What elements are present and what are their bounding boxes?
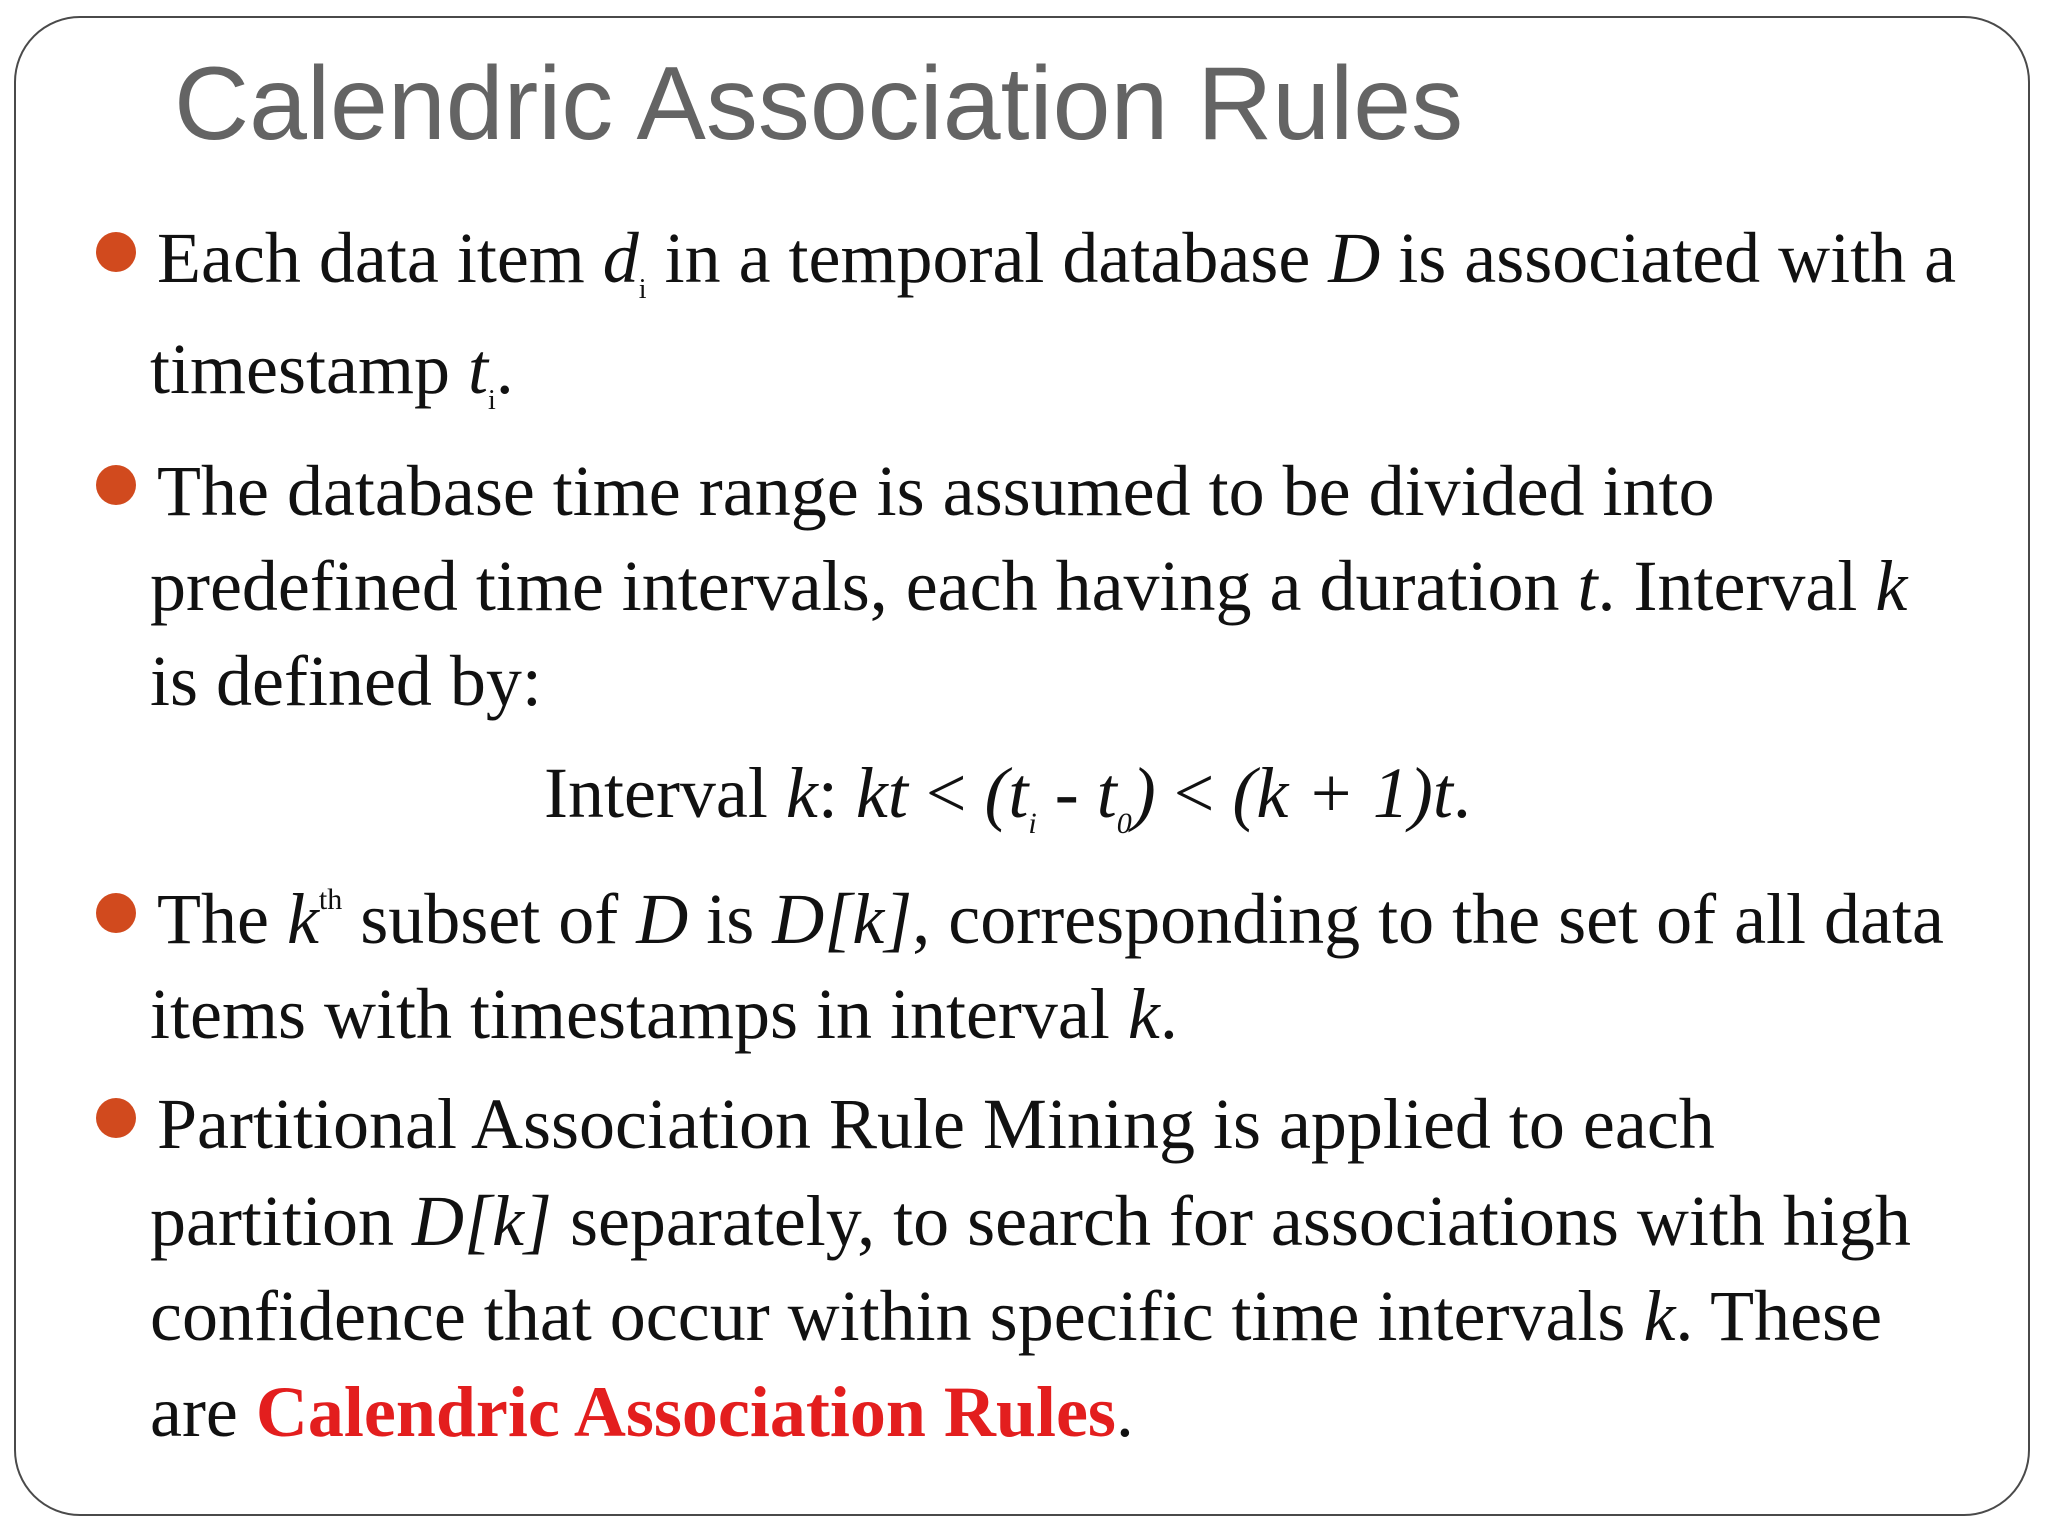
variable-k: k bbox=[286, 879, 319, 959]
formula-label: Interval bbox=[544, 753, 786, 833]
text-segment: subset of bbox=[342, 879, 637, 959]
superscript-th: th bbox=[318, 883, 343, 916]
bullet-4-line-1 bbox=[157, 1084, 1715, 1164]
variable-k: k bbox=[1127, 974, 1160, 1054]
bullet-2-line-3 bbox=[150, 641, 542, 721]
highlighted-term: Calendric Association Rules bbox=[255, 1372, 1116, 1452]
text-segment: The database time range is assumed to be divided into bbox=[157, 451, 1715, 531]
subscript-i: i bbox=[638, 274, 647, 305]
subscript-0: 0 bbox=[1116, 807, 1132, 840]
interval-formula bbox=[544, 753, 1471, 840]
formula-colon: : bbox=[817, 753, 856, 833]
text-segment: The bbox=[157, 879, 287, 959]
variable-t: t bbox=[467, 329, 488, 409]
bullet-marker bbox=[96, 465, 136, 505]
variable-D: D bbox=[1328, 218, 1381, 298]
bullet-2-line-2 bbox=[150, 546, 1908, 626]
text-segment: partition bbox=[150, 1181, 412, 1261]
variable-Dk: D[k] bbox=[772, 879, 913, 959]
variable-k: k bbox=[1875, 546, 1908, 626]
bullet-marker bbox=[96, 1098, 136, 1138]
text-segment: predefined time intervals, each having a duration bbox=[150, 546, 1578, 626]
formula-minus: - t bbox=[1036, 753, 1117, 833]
variable-k: k bbox=[1643, 1276, 1676, 1356]
bullet-4-line-4 bbox=[150, 1372, 1134, 1452]
variable-Dk: D[k] bbox=[411, 1181, 552, 1261]
text-segment: . These bbox=[1675, 1276, 1883, 1356]
text-segment: . Interval bbox=[1597, 546, 1876, 626]
text-segment: is bbox=[688, 879, 773, 959]
text-segment: timestamp bbox=[150, 329, 468, 409]
text-segment: are bbox=[150, 1372, 256, 1452]
bullet-4-line-2 bbox=[150, 1181, 1911, 1261]
text-segment: . bbox=[1115, 1372, 1134, 1452]
text-segment: confidence that occur within specific time intervals bbox=[150, 1276, 1644, 1356]
text-segment: Partitional Association Rule Mining is applied to each bbox=[157, 1084, 1715, 1164]
text-segment: Each data item bbox=[157, 218, 603, 298]
text-segment: . bbox=[495, 329, 514, 409]
less-than: < bbox=[907, 753, 985, 833]
text-segment: , corresponding to the set of all data bbox=[912, 879, 1944, 959]
bullet-marker bbox=[96, 232, 136, 272]
formula-close: ) bbox=[1131, 753, 1156, 833]
subscript-i: i bbox=[487, 385, 496, 416]
formula-open: (t bbox=[984, 753, 1029, 833]
bullet-marker bbox=[96, 893, 136, 933]
text-segment: items with timestamps in interval bbox=[150, 974, 1128, 1054]
slide-title: Calendric Association Rules bbox=[174, 46, 1464, 162]
variable-t: t bbox=[1577, 546, 1598, 626]
bullet-3-line-1 bbox=[157, 879, 1944, 959]
less-than: < bbox=[1155, 753, 1233, 833]
variable-k: k bbox=[785, 753, 818, 833]
formula-rhs: (k + 1)t bbox=[1232, 753, 1453, 833]
text-segment: . bbox=[1159, 974, 1178, 1054]
text-segment: is defined by: bbox=[150, 641, 542, 721]
variable-d: d bbox=[602, 218, 639, 298]
text-segment: is associated with a bbox=[1380, 218, 1957, 298]
bullet-3-line-2 bbox=[150, 974, 1178, 1054]
bullet-4-line-3 bbox=[150, 1276, 1883, 1356]
bullet-1-line-2 bbox=[150, 329, 514, 416]
bullet-2-line-1 bbox=[157, 451, 1715, 531]
subscript-i: i bbox=[1028, 807, 1037, 840]
formula-kt: kt bbox=[855, 753, 908, 833]
text-segment: in a temporal database bbox=[646, 218, 1329, 298]
text-segment: separately, to search for associations with high bbox=[551, 1181, 1911, 1261]
variable-D: D bbox=[636, 879, 689, 959]
bullet-1-line-1 bbox=[157, 218, 1957, 305]
formula-end: . bbox=[1452, 753, 1471, 833]
